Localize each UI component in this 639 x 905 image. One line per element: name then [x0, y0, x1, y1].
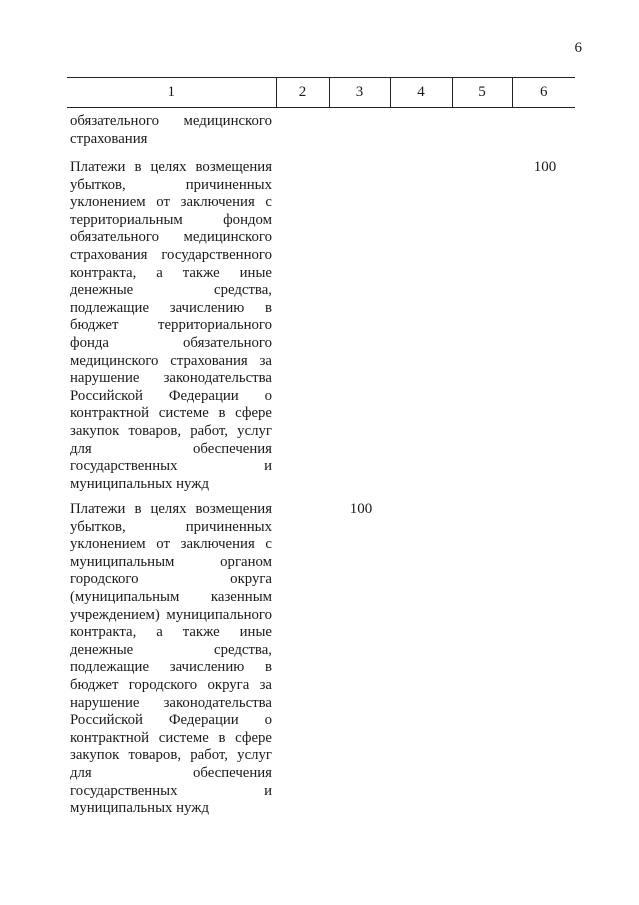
table-header — [67, 77, 575, 108]
table-row — [70, 159, 272, 493]
column-header-3: 3 — [329, 78, 390, 108]
table-row — [70, 501, 272, 818]
row-value-col3: 100 — [349, 501, 373, 517]
row-description: Платежи в целях возмещения убытков, причиненных уклонением от заключения с территориальным фондом обязательного медицинского страхования государственного контракта, а также иные денежные средства, подлежащие зачислению в бюджет территориального фонда обязательного медицинского страхования за нарушение законодательства Российской Федерации о контрактной системе в сфере закупок товаров, работ, услуг для обеспечения государственных и муниципальных нужд — [70, 159, 272, 492]
row-value-col6: 100 — [533, 159, 557, 175]
column-header-4: 4 — [390, 78, 452, 108]
row-description: Платежи в целях возмещения убытков, причиненных уклонением от заключения с муниципальным органом городского округа (муниципальным казенным учреждением) муниципального контракта, а также иные денежные средства, подлежащие зачислению в бюджет городского округа за нарушение законодательства Российской Федерации о контрактной системе в сфере закупок товаров, работ, услуг для обеспечения государственных и муниципальных нужд — [70, 501, 272, 817]
column-header-6: 6 — [512, 78, 575, 108]
column-header-1: 1 — [67, 78, 276, 108]
row-description: обязательного медицинского страхования — [70, 113, 272, 147]
column-header-2: 2 — [276, 78, 329, 108]
table-row — [70, 113, 272, 148]
column-header-5: 5 — [452, 78, 512, 108]
page-number: 6 — [574, 40, 582, 56]
